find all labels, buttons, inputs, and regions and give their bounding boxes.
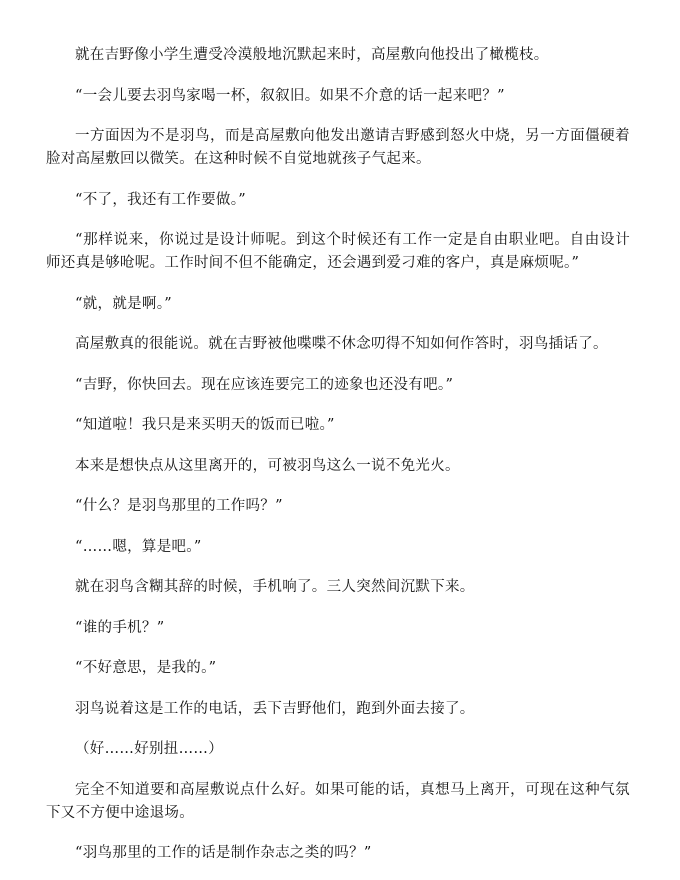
paragraph: “……嗯，算是吧。” xyxy=(75,538,202,555)
paragraph: “谁的手机？” xyxy=(75,619,165,636)
paragraph: “羽鸟那里的工作的话是制作杂志之类的吗？” xyxy=(75,845,372,861)
paragraph: “就，就是啊。” xyxy=(75,295,172,312)
paragraph: 就在吉野像小学生遭受冷漠般地沉默起来时，高屋敷向他投出了橄榄枝。 xyxy=(75,47,549,63)
paragraph: 本来是想快点从这里离开的，可被羽鸟这么一说不免光火。 xyxy=(75,457,460,474)
paragraph: 就在羽鸟含糊其辞的时候，手机响了。三人突然间沉默下来。 xyxy=(75,579,475,595)
paragraph: “知道啦！我只是来买明天的饭而已啦。” xyxy=(75,417,335,433)
paragraph: 羽鸟说着这是工作的电话，丢下吉野他们，跑到外面去接了。 xyxy=(75,700,475,717)
paragraph: （好……好别扭……） xyxy=(75,741,223,757)
paragraph: “吉野，你快回去。现在应该连要完工的迹象也还没有吧。” xyxy=(75,376,454,393)
paragraph: “不了，我还有工作要做。” xyxy=(75,191,246,208)
paragraph: 一方面因为不是羽鸟，而是高屋敷向他发出邀请吉野感到怒火中烧，另一方面僵硬着脸对高屋敷回以微笑。在这种时候不自觉地就孩子气起来。 xyxy=(46,128,630,167)
paragraph: 高屋敷真的很能说。就在吉野被他喋喋不休念叨得不知如何作答时，羽鸟插话了。 xyxy=(75,336,608,352)
paragraph: “那样说来，你说过是设计师呢。到这个时候还有工作一定是自由职业吧。自由设计师还真是够呛呢。工作时间不但不能确定，还会遇到爱刁难的客户，真是麻烦呢。” xyxy=(46,232,630,271)
paragraph: “不好意思，是我的。” xyxy=(75,660,217,676)
paragraph: “一会儿要去羽鸟家喝一杯，叙叙旧。如果不介意的话一起来吧？” xyxy=(75,87,505,104)
document-page xyxy=(46,44,630,865)
paragraph: 完全不知道要和高屋敷说点什么好。如果可能的话，真想马上离开，可现在这种气氛下又不方便中途退场。 xyxy=(46,781,630,821)
paragraph: “什么？是羽鸟那里的工作吗？” xyxy=(75,498,283,514)
